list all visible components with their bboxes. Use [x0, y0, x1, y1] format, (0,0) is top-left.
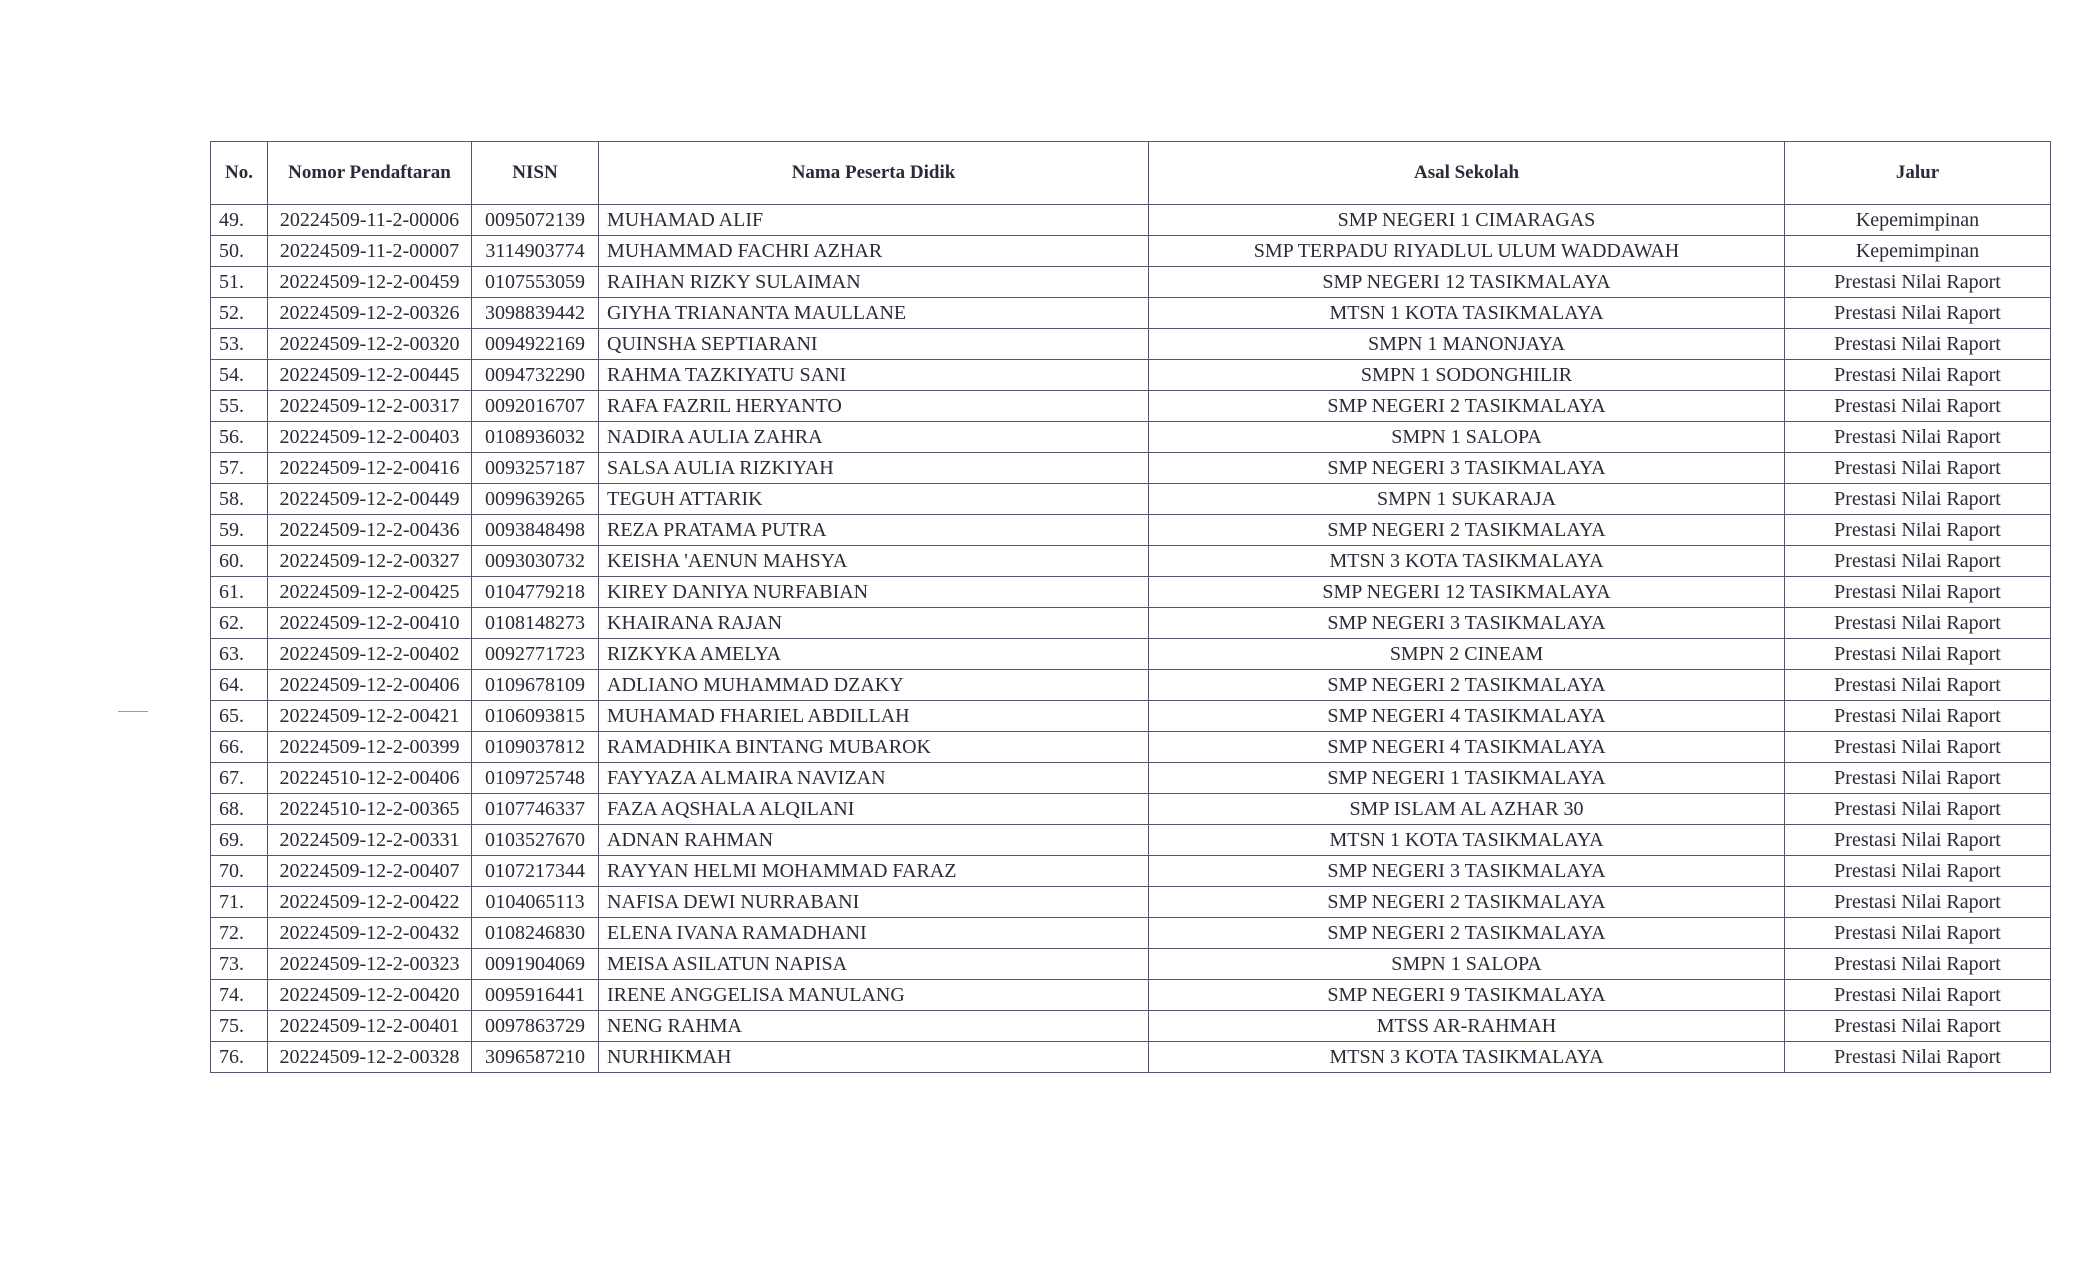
nisn: 0095072139 [472, 205, 599, 236]
admission-path: Prestasi Nilai Raport [1785, 267, 2051, 298]
admission-path: Prestasi Nilai Raport [1785, 639, 2051, 670]
registration-number: 20224509-12-2-00421 [268, 701, 472, 732]
origin-school: SMP NEGERI 2 TASIKMALAYA [1149, 887, 1785, 918]
student-name: RIZKYKA AMELYA [599, 639, 1149, 670]
student-name: KHAIRANA RAJAN [599, 608, 1149, 639]
registration-number: 20224509-12-2-00401 [268, 1011, 472, 1042]
student-name: RAFA FAZRIL HERYANTO [599, 391, 1149, 422]
registration-number: 20224509-12-2-00406 [268, 670, 472, 701]
origin-school: MTSS AR-RAHMAH [1149, 1011, 1785, 1042]
student-name: MUHAMMAD FACHRI AZHAR [599, 236, 1149, 267]
admission-path: Prestasi Nilai Raport [1785, 1011, 2051, 1042]
row-number: 72. [211, 918, 268, 949]
admission-path: Prestasi Nilai Raport [1785, 670, 2051, 701]
student-name: TEGUH ATTARIK [599, 484, 1149, 515]
nisn: 0104779218 [472, 577, 599, 608]
student-name: NURHIKMAH [599, 1042, 1149, 1073]
table-body [211, 205, 2051, 1073]
row-number: 70. [211, 856, 268, 887]
row-number: 60. [211, 546, 268, 577]
row-number: 53. [211, 329, 268, 360]
registration-number: 20224510-12-2-00365 [268, 794, 472, 825]
admission-path: Prestasi Nilai Raport [1785, 577, 2051, 608]
nisn: 0107746337 [472, 794, 599, 825]
row-number: 76. [211, 1042, 268, 1073]
origin-school: MTSN 3 KOTA TASIKMALAYA [1149, 546, 1785, 577]
registration-number: 20224509-12-2-00432 [268, 918, 472, 949]
admission-path: Prestasi Nilai Raport [1785, 949, 2051, 980]
origin-school: SMP NEGERI 3 TASIKMALAYA [1149, 856, 1785, 887]
header-registration-number: Nomor Pendaftaran [268, 142, 472, 205]
admission-path: Prestasi Nilai Raport [1785, 825, 2051, 856]
origin-school: SMP NEGERI 2 TASIKMALAYA [1149, 515, 1785, 546]
table-row [211, 608, 2051, 639]
origin-school: SMP NEGERI 9 TASIKMALAYA [1149, 980, 1785, 1011]
student-name: NADIRA AULIA ZAHRA [599, 422, 1149, 453]
table-row [211, 887, 2051, 918]
row-number: 54. [211, 360, 268, 391]
table-row [211, 732, 2051, 763]
table-row [211, 453, 2051, 484]
row-number: 65. [211, 701, 268, 732]
row-number: 71. [211, 887, 268, 918]
registration-number: 20224509-12-2-00416 [268, 453, 472, 484]
row-number: 56. [211, 422, 268, 453]
student-name: FAYYAZA ALMAIRA NAVIZAN [599, 763, 1149, 794]
admission-path: Prestasi Nilai Raport [1785, 732, 2051, 763]
nisn: 3098839442 [472, 298, 599, 329]
student-name: MUHAMAD FHARIEL ABDILLAH [599, 701, 1149, 732]
origin-school: SMP NEGERI 1 TASIKMALAYA [1149, 763, 1785, 794]
origin-school: SMP NEGERI 3 TASIKMALAYA [1149, 608, 1785, 639]
row-number: 62. [211, 608, 268, 639]
admission-path: Prestasi Nilai Raport [1785, 608, 2051, 639]
table-row [211, 422, 2051, 453]
nisn: 0092771723 [472, 639, 599, 670]
registration-number: 20224509-12-2-00320 [268, 329, 472, 360]
admission-path: Prestasi Nilai Raport [1785, 918, 2051, 949]
row-number: 75. [211, 1011, 268, 1042]
header-path: Jalur [1785, 142, 2051, 205]
origin-school: SMP TERPADU RIYADLUL ULUM WADDAWAH [1149, 236, 1785, 267]
registration-number: 20224509-12-2-00422 [268, 887, 472, 918]
origin-school: SMPN 2 CINEAM [1149, 639, 1785, 670]
origin-school: SMPN 1 SALOPA [1149, 422, 1785, 453]
nisn: 0094732290 [472, 360, 599, 391]
table-row [211, 546, 2051, 577]
registration-number: 20224509-12-2-00436 [268, 515, 472, 546]
table-row [211, 484, 2051, 515]
row-number: 51. [211, 267, 268, 298]
table-row [211, 515, 2051, 546]
nisn: 0104065113 [472, 887, 599, 918]
nisn: 0103527670 [472, 825, 599, 856]
registration-number: 20224509-12-2-00327 [268, 546, 472, 577]
table-row [211, 1042, 2051, 1073]
student-name: RAIHAN RIZKY SULAIMAN [599, 267, 1149, 298]
origin-school: MTSN 3 KOTA TASIKMALAYA [1149, 1042, 1785, 1073]
admission-path: Prestasi Nilai Raport [1785, 422, 2051, 453]
registration-number: 20224509-12-2-00407 [268, 856, 472, 887]
row-number: 61. [211, 577, 268, 608]
nisn: 0095916441 [472, 980, 599, 1011]
nisn: 0093257187 [472, 453, 599, 484]
margin-mark [118, 711, 148, 712]
row-number: 50. [211, 236, 268, 267]
origin-school: SMP NEGERI 3 TASIKMALAYA [1149, 453, 1785, 484]
table-row [211, 298, 2051, 329]
registration-number: 20224509-12-2-00449 [268, 484, 472, 515]
origin-school: SMP NEGERI 12 TASIKMALAYA [1149, 267, 1785, 298]
student-name: RAMADHIKA BINTANG MUBAROK [599, 732, 1149, 763]
table-row [211, 236, 2051, 267]
nisn: 3096587210 [472, 1042, 599, 1073]
origin-school: SMP NEGERI 1 CIMARAGAS [1149, 205, 1785, 236]
admission-path: Prestasi Nilai Raport [1785, 329, 2051, 360]
origin-school: MTSN 1 KOTA TASIKMALAYA [1149, 298, 1785, 329]
row-number: 52. [211, 298, 268, 329]
origin-school: SMPN 1 SUKARAJA [1149, 484, 1785, 515]
header-no: No. [211, 142, 268, 205]
row-number: 68. [211, 794, 268, 825]
row-number: 67. [211, 763, 268, 794]
origin-school: SMPN 1 SALOPA [1149, 949, 1785, 980]
row-number: 59. [211, 515, 268, 546]
table-row [211, 980, 2051, 1011]
table-row [211, 360, 2051, 391]
origin-school: SMP NEGERI 4 TASIKMALAYA [1149, 701, 1785, 732]
row-number: 73. [211, 949, 268, 980]
row-number: 58. [211, 484, 268, 515]
nisn: 0108936032 [472, 422, 599, 453]
nisn: 0099639265 [472, 484, 599, 515]
origin-school: SMP NEGERI 2 TASIKMALAYA [1149, 670, 1785, 701]
origin-school: SMPN 1 MANONJAYA [1149, 329, 1785, 360]
admission-path: Kepemimpinan [1785, 205, 2051, 236]
header-nisn: NISN [472, 142, 599, 205]
table-row [211, 205, 2051, 236]
admission-path: Prestasi Nilai Raport [1785, 887, 2051, 918]
origin-school: SMP NEGERI 12 TASIKMALAYA [1149, 577, 1785, 608]
origin-school: SMP ISLAM AL AZHAR 30 [1149, 794, 1785, 825]
admission-path: Prestasi Nilai Raport [1785, 701, 2051, 732]
nisn: 0109725748 [472, 763, 599, 794]
admission-path: Prestasi Nilai Raport [1785, 391, 2051, 422]
student-name: MUHAMAD ALIF [599, 205, 1149, 236]
header-student-name: Nama Peserta Didik [599, 142, 1149, 205]
registration-number: 20224509-12-2-00403 [268, 422, 472, 453]
table-header-row [211, 142, 2051, 205]
table-row [211, 267, 2051, 298]
registration-number: 20224509-12-2-00323 [268, 949, 472, 980]
student-list-table [210, 141, 2051, 1073]
admission-path: Prestasi Nilai Raport [1785, 484, 2051, 515]
admission-path: Prestasi Nilai Raport [1785, 453, 2051, 484]
admission-path: Prestasi Nilai Raport [1785, 515, 2051, 546]
student-name: ELENA IVANA RAMADHANI [599, 918, 1149, 949]
student-name: KIREY DANIYA NURFABIAN [599, 577, 1149, 608]
student-name: NENG RAHMA [599, 1011, 1149, 1042]
registration-number: 20224509-11-2-00006 [268, 205, 472, 236]
admission-path: Prestasi Nilai Raport [1785, 856, 2051, 887]
row-number: 69. [211, 825, 268, 856]
table-row [211, 1011, 2051, 1042]
student-name: RAYYAN HELMI MOHAMMAD FARAZ [599, 856, 1149, 887]
admission-path: Prestasi Nilai Raport [1785, 794, 2051, 825]
registration-number: 20224509-12-2-00420 [268, 980, 472, 1011]
origin-school: MTSN 1 KOTA TASIKMALAYA [1149, 825, 1785, 856]
header-origin-school: Asal Sekolah [1149, 142, 1785, 205]
admission-path: Prestasi Nilai Raport [1785, 763, 2051, 794]
nisn: 0094922169 [472, 329, 599, 360]
row-number: 74. [211, 980, 268, 1011]
registration-number: 20224509-12-2-00317 [268, 391, 472, 422]
row-number: 63. [211, 639, 268, 670]
table-row [211, 825, 2051, 856]
nisn: 0108148273 [472, 608, 599, 639]
table-row [211, 856, 2051, 887]
student-name: FAZA AQSHALA ALQILANI [599, 794, 1149, 825]
student-name: SALSA AULIA RIZKIYAH [599, 453, 1149, 484]
student-name: QUINSHA SEPTIARANI [599, 329, 1149, 360]
student-name: GIYHA TRIANANTA MAULLANE [599, 298, 1149, 329]
nisn: 0109678109 [472, 670, 599, 701]
registration-number: 20224509-12-2-00328 [268, 1042, 472, 1073]
admission-path: Prestasi Nilai Raport [1785, 1042, 2051, 1073]
nisn: 0107553059 [472, 267, 599, 298]
table-row [211, 670, 2051, 701]
registration-number: 20224509-12-2-00425 [268, 577, 472, 608]
admission-path: Prestasi Nilai Raport [1785, 980, 2051, 1011]
row-number: 64. [211, 670, 268, 701]
registration-number: 20224509-12-2-00445 [268, 360, 472, 391]
registration-number: 20224509-11-2-00007 [268, 236, 472, 267]
admission-path: Prestasi Nilai Raport [1785, 360, 2051, 391]
nisn: 0093030732 [472, 546, 599, 577]
registration-number: 20224509-12-2-00459 [268, 267, 472, 298]
row-number: 55. [211, 391, 268, 422]
student-name: REZA PRATAMA PUTRA [599, 515, 1149, 546]
registration-number: 20224509-12-2-00402 [268, 639, 472, 670]
nisn: 3114903774 [472, 236, 599, 267]
table-row [211, 639, 2051, 670]
row-number: 66. [211, 732, 268, 763]
registration-number: 20224509-12-2-00399 [268, 732, 472, 763]
registration-number: 20224510-12-2-00406 [268, 763, 472, 794]
registration-number: 20224509-12-2-00331 [268, 825, 472, 856]
student-name: NAFISA DEWI NURRABANI [599, 887, 1149, 918]
table-row [211, 329, 2051, 360]
nisn: 0097863729 [472, 1011, 599, 1042]
nisn: 0092016707 [472, 391, 599, 422]
admission-path: Prestasi Nilai Raport [1785, 298, 2051, 329]
nisn: 0109037812 [472, 732, 599, 763]
nisn: 0108246830 [472, 918, 599, 949]
student-name: ADLIANO MUHAMMAD DZAKY [599, 670, 1149, 701]
nisn: 0091904069 [472, 949, 599, 980]
registration-number: 20224509-12-2-00410 [268, 608, 472, 639]
student-name: MEISA ASILATUN NAPISA [599, 949, 1149, 980]
table-row [211, 701, 2051, 732]
row-number: 49. [211, 205, 268, 236]
origin-school: SMP NEGERI 4 TASIKMALAYA [1149, 732, 1785, 763]
origin-school: SMPN 1 SODONGHILIR [1149, 360, 1785, 391]
student-name: RAHMA TAZKIYATU SANI [599, 360, 1149, 391]
nisn: 0107217344 [472, 856, 599, 887]
student-name: KEISHA 'AENUN MAHSYA [599, 546, 1149, 577]
table-row [211, 918, 2051, 949]
table-row [211, 949, 2051, 980]
admission-path: Prestasi Nilai Raport [1785, 546, 2051, 577]
origin-school: SMP NEGERI 2 TASIKMALAYA [1149, 918, 1785, 949]
table-row [211, 794, 2051, 825]
table-row [211, 577, 2051, 608]
student-name: IRENE ANGGELISA MANULANG [599, 980, 1149, 1011]
row-number: 57. [211, 453, 268, 484]
admission-path: Kepemimpinan [1785, 236, 2051, 267]
origin-school: SMP NEGERI 2 TASIKMALAYA [1149, 391, 1785, 422]
table-row [211, 763, 2051, 794]
registration-number: 20224509-12-2-00326 [268, 298, 472, 329]
nisn: 0106093815 [472, 701, 599, 732]
nisn: 0093848498 [472, 515, 599, 546]
table-row [211, 391, 2051, 422]
student-name: ADNAN RAHMAN [599, 825, 1149, 856]
